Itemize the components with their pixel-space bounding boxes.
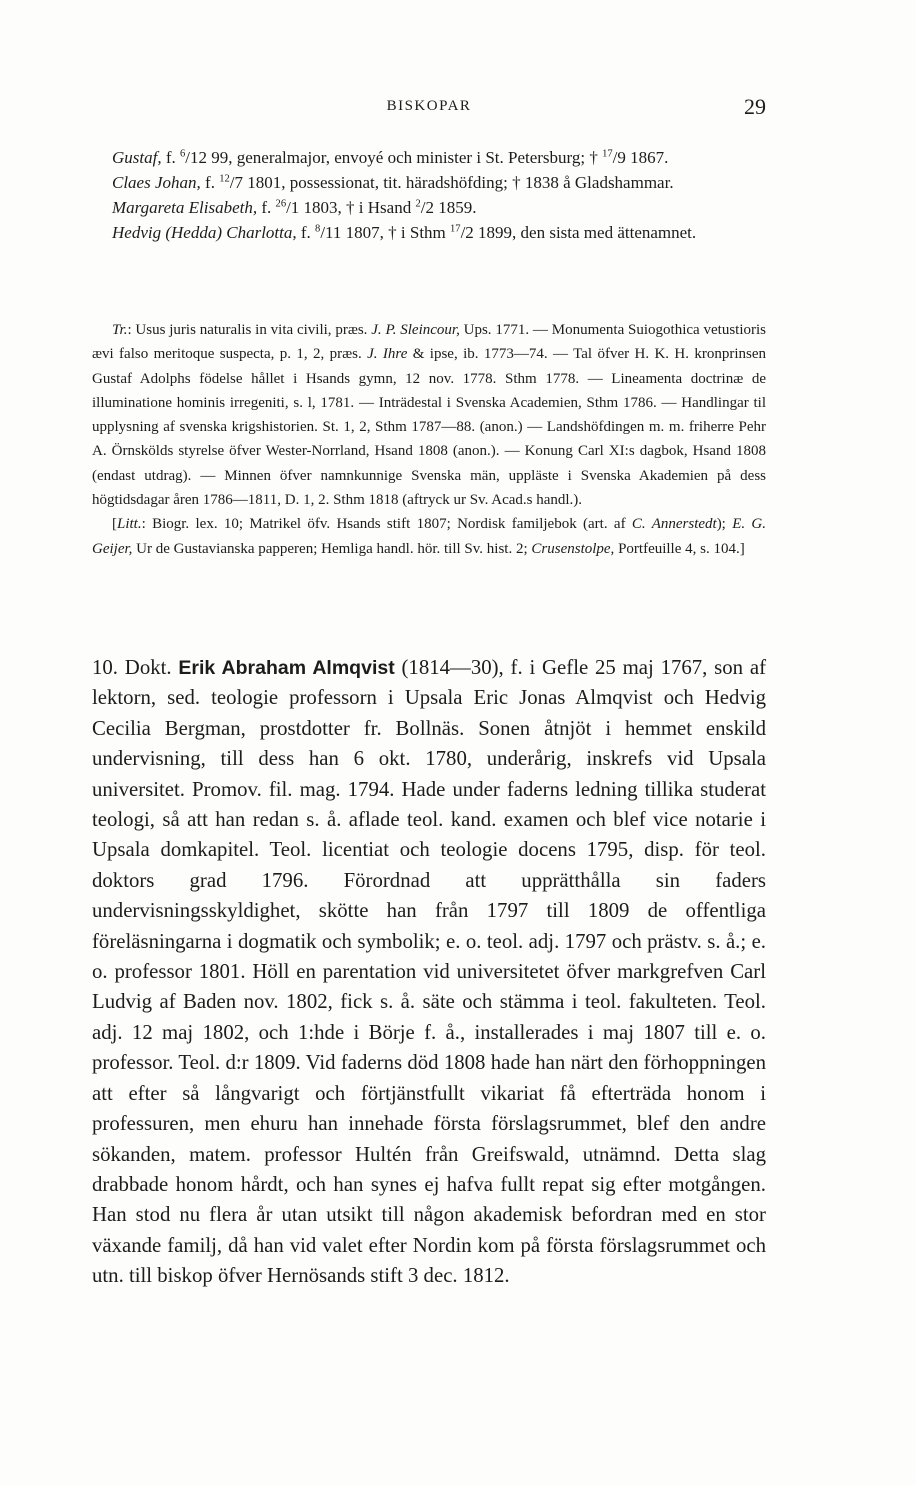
page-header xyxy=(92,94,766,124)
literature-section xyxy=(92,318,766,561)
title: Dokt. xyxy=(124,656,172,679)
person-name: Claes Johan, xyxy=(112,173,201,192)
biography-section xyxy=(92,653,766,1292)
page-number: 29 xyxy=(744,94,766,119)
person-name: Margareta Elisabeth, xyxy=(112,198,258,217)
works-paragraph: Tr.: Usus juris naturalis in vita civili, præs. J. P. Sleincour, Ups. 1771. — Monumenta Suiogothica vetustioris ævi falso meritoque suspecta, p. 1, 2, præs. J. Ihre & ipse, ib. 1773—74. — Tal öfver H. K. H. kronprinsen Gustaf Adolphs födelse hållet i Hsands gymn, 12 nov. 1778. Sthm 1778. — Lineamenta doctrinæ de illuminatione hominis irregeniti, s. l, 1781. — Inträdestal i Svenska Academien, Sthm 1786. — Handlingar til upplysning af svenska krigshistorien. St. 1, 2, Sthm 1787—88. (anon.) — Landshöfdingen m. m. friherre Pehr A. Örnskölds styrelse öfver Wester-Norrland, Hsand 1808 (anon.). — Konung Carl XI:s dagbok, Hsand 1808 (endast utdrag). — Minnen öfver namnkunnige Svenska män, uppläste i Svenska Akademien på dess högtidsdagar åren 1786—1811, D. 1, 2. Sthm 1818 (aftryck ur Sv. Acad.s handl.). xyxy=(92,322,767,509)
bishop-name: Erik Abraham Almqvist xyxy=(178,657,395,679)
person-name: (Hedda) Charlotta, xyxy=(165,223,297,242)
entry-gustaf: Gustaf, f. $^6$/12 99, generalmajor, envoyé och minister i St. Petersburg; † $^{17}$/9 1867. xyxy=(112,148,669,167)
running-head: BISKOPAR xyxy=(386,98,472,114)
entry-margareta: Margareta Elisabeth, f. $^{26}$/1 1803, † i Hsand $^2$/2 1859. xyxy=(112,198,477,217)
entry-hedvig: Hedvig (Hedda) Charlotta, f. $^8$/11 1807, † i Sthm $^{17}$/2 1899, den sista med ättenamnet. xyxy=(112,223,697,242)
family-section xyxy=(92,145,766,245)
entry-claes: Claes Johan, f. $^{12}$/7 1801, possessionat, tit. häradshöfding; † 1838 å Gladshammar. xyxy=(112,173,674,192)
entry-number: 10. xyxy=(92,656,118,679)
references-paragraph: [Litt.: Biogr. lex. 10; Matrikel öfv. Hsands stift 1807; Nordisk familjebok (art. af C. Annerstedt); E. G. Geijer, Ur de Gustavianska papperen; Hemliga handl. hör. till Sv. hist. 2; Crusenstolpe, Portfeuille 4, s. 104.] xyxy=(92,516,767,557)
person-name: Gustaf, xyxy=(112,148,162,167)
person-name: Hedvig xyxy=(112,223,162,242)
biography-text: (1814—30), f. i Gefle 25 maj 1767, son af lektorn, sed. teologie professorn i Upsala Eric Jonas Almqvist och Hedvig Cecilia Bergman, prostdotter fr. Bollnäs. Sonen åtnjöt i hemmet enskild undervisning, till dess han 6 okt. 1780, underårig, inskrefs vid Upsala universitet. Promov. fil. mag. 1794. Hade under faderns ledning tillika studerat teologi, så att han redan s. å. aflade teol. kand. examen och blef vice notarie i Upsala domkapitel. Teol. licentiat och teologie docens 1795, disp. för teol. doktors grad 1796. Förordnad att upprätthålla sin faders undervisningsskyldighet, skötte han från 1797 till 1809 de offentliga föreläsningarna i dogmatik och symbolik; e. o. teol. adj. 1797 och prästv. s. å.; e. o. professor 1801. Höll en parentation vid universitetet öfver markgrefven Carl Ludvig af Baden nov. 1802, fick s. å. säte och stämma i teol. fakulteten. Teol. adj. 12 maj 1802, och 1:hde i Börje f. å., installerades i maj 1807 till e. o. professor. Teol. d:r 1809. Vid faderns död 1808 hade han närt den förhoppningen att efter så långvarigt och förtjänstfullt vikariat få efterträda honom i professuren, men ehuru han innehade första förslagsrummet, blef den andre sökanden, matem. professor Hultén från Greifswald, utnämnd. Detta slag drabbade honom hårdt, och han synes ej hafva fullt repat sig efter motgången. Han stod nu flera år utan utsikt till någon akademisk befordran med en stor växande familj, då han vid valet efter Nordin kom på första förslagsrummet och utn. till biskop öfver Hernösands stift 3 dec. 1812. xyxy=(92,656,766,1288)
biography-paragraph xyxy=(92,653,766,1292)
